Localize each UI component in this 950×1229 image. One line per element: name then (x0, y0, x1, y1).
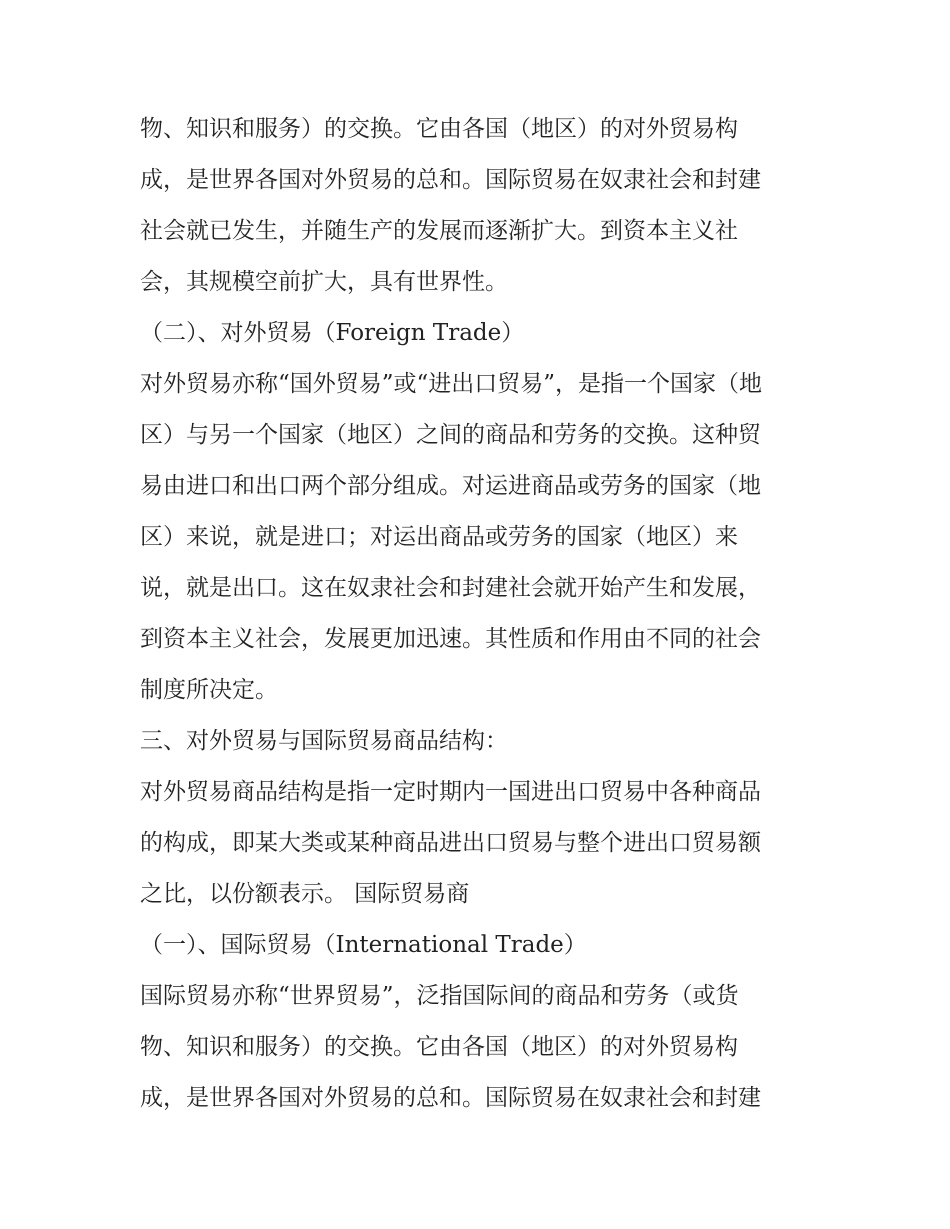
text-line: 区）来说，就是进口；对运出商品或劳务的国家（地区）来 (140, 524, 738, 550)
text-line: 成，是世界各国对外贸易的总和。国际贸易在奴隶社会和封建 (140, 167, 761, 193)
text-line: 物、知识和服务）的交换。它由各国（地区）的对外贸易构 (140, 116, 738, 142)
text-line: 成，是世界各国对外贸易的总和。国际贸易在奴隶社会和封建 (140, 1085, 761, 1111)
section-heading-foreign-trade: （二）、对外贸易（Foreign Trade） (140, 320, 525, 346)
text-line: 到资本主义社会，发展更加迅速。其性质和作用由不同的社会 (140, 626, 761, 652)
text-line: 之比，以份额表示。 国际贸易商 (140, 881, 470, 907)
section-heading-international-trade: （一）、国际贸易（International Trade） (140, 932, 587, 958)
text-line: 物、知识和服务）的交换。它由各国（地区）的对外贸易构 (140, 1034, 738, 1060)
text-line: 会，其规模空前扩大，具有世界性。 (140, 269, 508, 295)
text-line: 制度所决定。 (140, 677, 278, 703)
text-line: 对外贸易亦称“国外贸易”或“进出口贸易”，是指一个国家（地 (140, 371, 763, 397)
text-line: 说，就是出口。这在奴隶社会和封建社会就开始产生和发展， (140, 575, 761, 601)
section-heading-commodity-structure: 三、对外贸易与国际贸易商品结构： (140, 728, 508, 754)
text-line: 社会就已发生，并随生产的发展而逐渐扩大。到资本主义社 (140, 218, 738, 244)
text-line: 对外贸易商品结构是指一定时期内一国进出口贸易中各种商品 (140, 779, 761, 805)
text-line: 易由进口和出口两个部分组成。对运进商品或劳务的国家（地 (140, 473, 761, 499)
text-line: 区）与另一个国家（地区）之间的商品和劳务的交换。这种贸 (140, 422, 761, 448)
text-line: 国际贸易亦称“世界贸易”，泛指国际间的商品和劳务（或货 (140, 983, 739, 1009)
text-line: 的构成，即某大类或某种商品进出口贸易与整个进出口贸易额 (140, 830, 761, 856)
document-body (140, 104, 820, 1124)
